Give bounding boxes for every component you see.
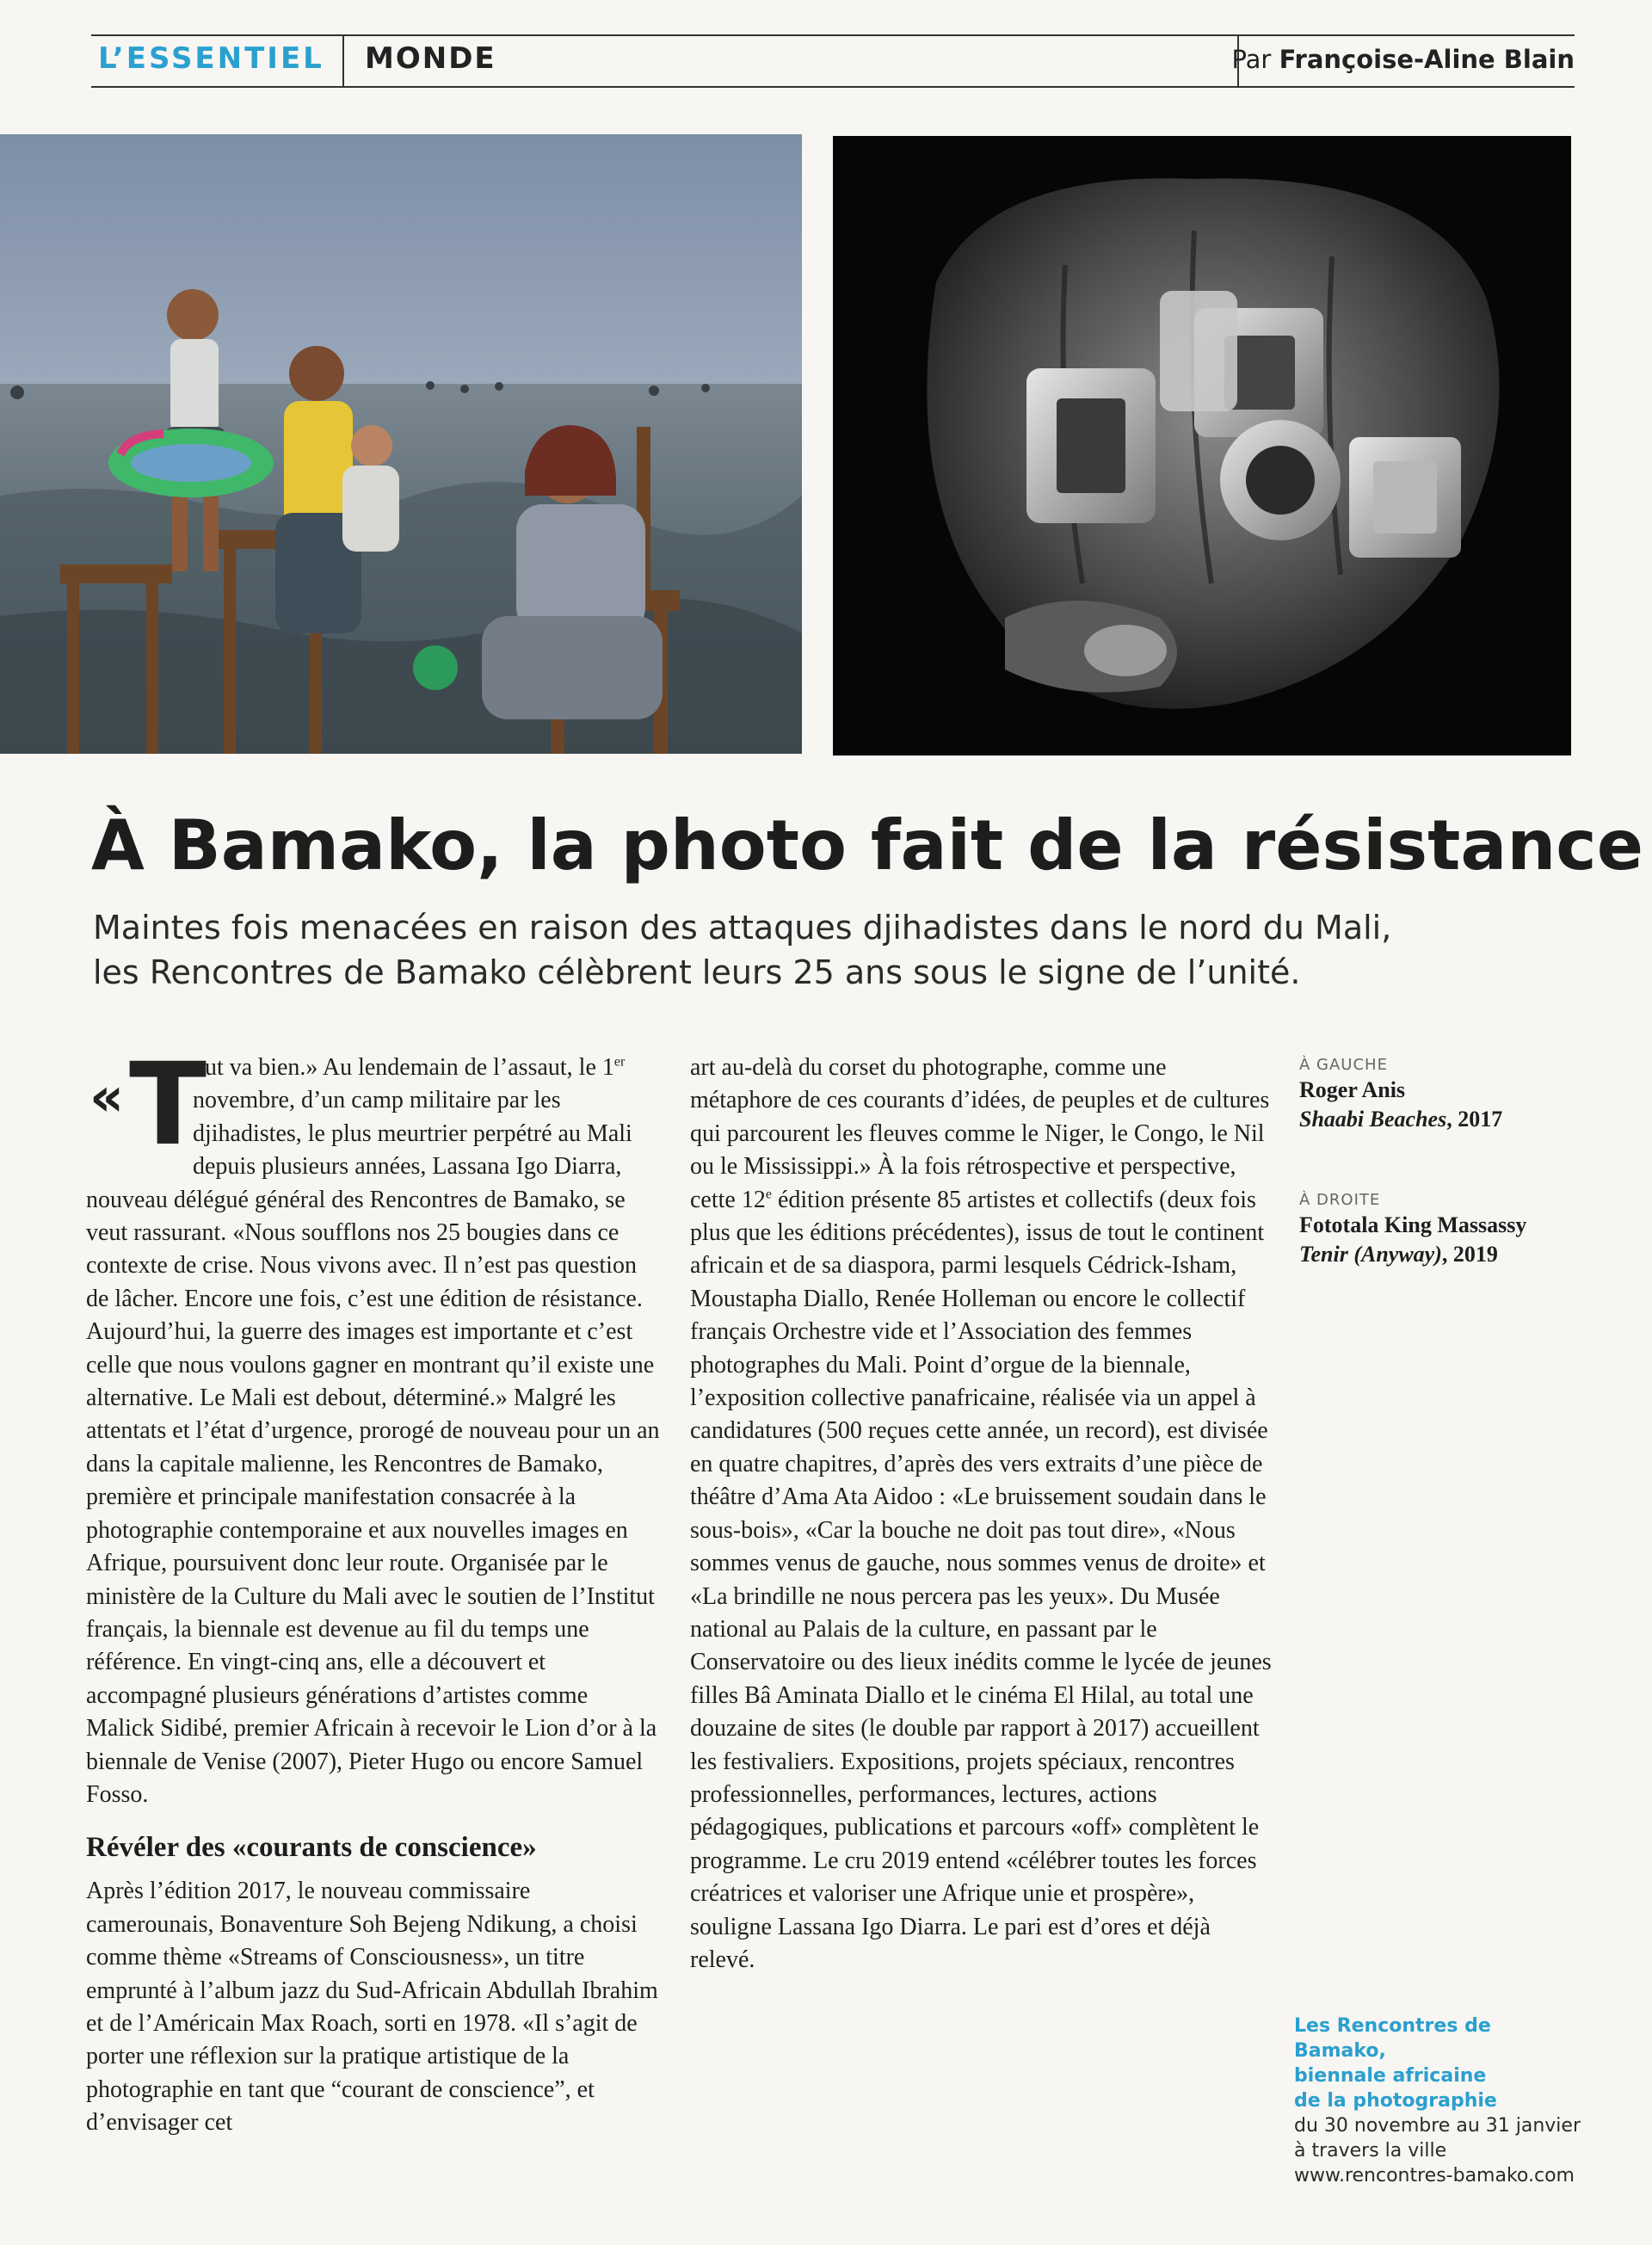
beach-family-illustration — [0, 134, 802, 754]
dropcap-quote: « — [89, 1065, 125, 1128]
event-title — [1294, 2014, 1587, 2113]
article-column-1 — [86, 1039, 661, 2140]
paragraph-text: art au-delà du corset du photographe, comme une métaphore de ces courants d’idées, de peuples et de cultures qui parcourent les fleuves comme le Niger, le Congo, le Nil ou le Mississippi.» À la fois rétrospective et perspective, cette 12 — [690, 1054, 1270, 1213]
event-info-box — [1294, 2014, 1587, 2188]
credit-work-title: Tenir (Anyway) — [1299, 1242, 1442, 1267]
photo-credit-right — [1299, 1190, 1583, 1269]
event-title-line: Les Rencontres de Bamako, — [1294, 2015, 1491, 2062]
paragraph-text: édition présente 85 artistes et collectifs (deux fois plus que les éditions précédentes), issus de tout le continent africain et de sa diaspora, parmi lesquels Cédrick-Isham, Moustapha Diallo, Renée Holleman ou encore le collectif français Orchestre vide et l’Association des femmes photographes du Mali. Point d’orgue de la biennale, l’exposition collective panafricaine, réalisée via un appel à candidatures (500 reçues cette année, un record), est divisée en quatre chapitres, d’après des vers extraits d’une pièce de théâtre d’Ama Ata Aidoo : «Le bruissement soudain dans le sous-bois», «Car la bouche ne doit pas tout dire», «Nous sommes venus de gauche, nous sommes venus de droite» et «La brindille ne nous percera pas les yeux». Du Musée national au Palais de la culture, en passant par le Conservatoire ou des lieux inédits comme le lycée de jeunes filles Bâ Aminata Diallo et le cinéma El Hilal, au total une douzaine de sites (le double par rapport à 2017) accueillent les festivaliers. Expositions, projets spéciaux, rencontres professionnelles, performances, lectures, actions pédagogiques, publications et parcours «off» complètent le programme. Le cru 2019 entend «célébrer toutes les forces créatrices et valoriser une Afrique unie et prospère», souligne Lassana Igo Diarra. Le pari est d’ores et déjà relevé. — [690, 1186, 1272, 1973]
ringed-fist-illustration — [833, 136, 1571, 756]
credit-position: À GAUCHE — [1299, 1056, 1388, 1074]
credit-year: , 2017 — [1446, 1107, 1503, 1132]
beach-family-photo — [0, 134, 802, 754]
paragraph-theme: Après l’édition 2017, le nouveau commissaire camerounais, Bonaventure Soh Bejeng Ndikung, a choisi comme thème «Streams of Consciousness», un titre emprunté à l’album jazz du Sud-Africain Abdullah Ibrahim et de l’Américain Max Roach, sorti en 1978. «Il s’agit de porter une réflexion sur la pratique artistique de la photographie en tant que “courant de conscience”, et d’envisager cet — [86, 1878, 658, 2137]
dropcap — [86, 1039, 207, 1171]
author-name: Françoise-Aline Blain — [1279, 45, 1575, 74]
paragraph-text: out va bien.» Au lendemain de l’assaut, le 1 — [193, 1054, 614, 1081]
credit-year: , 2019 — [1441, 1242, 1498, 1267]
paragraph-text: novembre, d’un camp militaire par les djihadistes, le plus meurtrier perpétré au Mali depuis plusieurs années, Lassana Igo Diarra, nouveau délégué général des Rencontres de Bamako, se veut rassurant. «Nous soufflons nos 25 bougies dans ce contexte de crise. Nous vivons avec. Il n’est pas question de lâcher. Encore une fois, c’est une édition de résistance. Aujourd’hui, la guerre des images est importante et c’est celle que nous voulons gagner en montrant qu’il existe une alternative. Le Mali est debout, déterminé.» Malgré les attentats et l’état d’urgence, prorogé de nouveau pour un an dans la capitale malienne, les Rencontres de Bamako, première et principale manifestation consacrée à la photographie contemporaine et aux nouvelles images en Afrique, poursuivent donc leur route. Organisée par le ministère de la Culture du Mali avec le soutien de l’Institut français, la biennale est devenue au fil du temps une référence. En vingt-cinq ans, elle a découvert et accompagné plusieurs générations d’artistes comme Malick Sidibé, premier Africain à recevoir le Lion d’or à la biennale de Venise (2007), Pieter Hugo ou encore Samuel Fosso. — [86, 1087, 660, 1808]
credit-artist: Fototala King Massassy — [1299, 1212, 1527, 1237]
section-label: L’ESSENTIEL — [98, 41, 324, 76]
header-divider — [342, 36, 344, 86]
dropcap-letter: T — [129, 1039, 207, 1171]
event-title-line: de la photographie — [1294, 2090, 1497, 2112]
event-title-line: biennale africaine — [1294, 2065, 1487, 2087]
subheading: Révéler des «courants de conscience» — [86, 1832, 537, 1864]
credit-artist: Roger Anis — [1299, 1077, 1406, 1102]
standfirst-line: les Rencontres de Bamako célèbrent leurs 25 ans sous le signe de l’unité. — [93, 953, 1301, 991]
rubric-label: MONDE — [365, 41, 496, 76]
credit-work — [1299, 1240, 1583, 1269]
credit-position: À DROITE — [1299, 1191, 1381, 1209]
credit-work-title: Shaabi Beaches — [1299, 1107, 1447, 1132]
paragraph-program — [690, 1052, 1272, 1977]
photo-credit-left — [1299, 1055, 1583, 1134]
author-byline — [1231, 45, 1575, 74]
ordinal-superscript: e — [765, 1187, 772, 1202]
ringed-fist-photo — [833, 136, 1571, 756]
paragraph-intro — [86, 1039, 661, 1811]
credit-work — [1299, 1105, 1583, 1134]
event-location: à travers la ville — [1294, 2140, 1447, 2162]
event-dates: du 30 novembre au 31 janvier — [1294, 2115, 1581, 2137]
author-prefix: Par — [1231, 45, 1272, 74]
event-website: www.rencontres-bamako.com — [1294, 2165, 1575, 2186]
article-column-2 — [690, 1052, 1272, 1977]
article-title: À Bamako, la photo fait de la résistance — [91, 805, 1643, 885]
page-header — [91, 34, 1575, 88]
ordinal-superscript: er — [613, 1054, 626, 1070]
article-standfirst — [93, 905, 1401, 995]
standfirst-line: Maintes fois menacées en raison des attaques djihadistes dans le nord du Mali, — [93, 909, 1392, 947]
